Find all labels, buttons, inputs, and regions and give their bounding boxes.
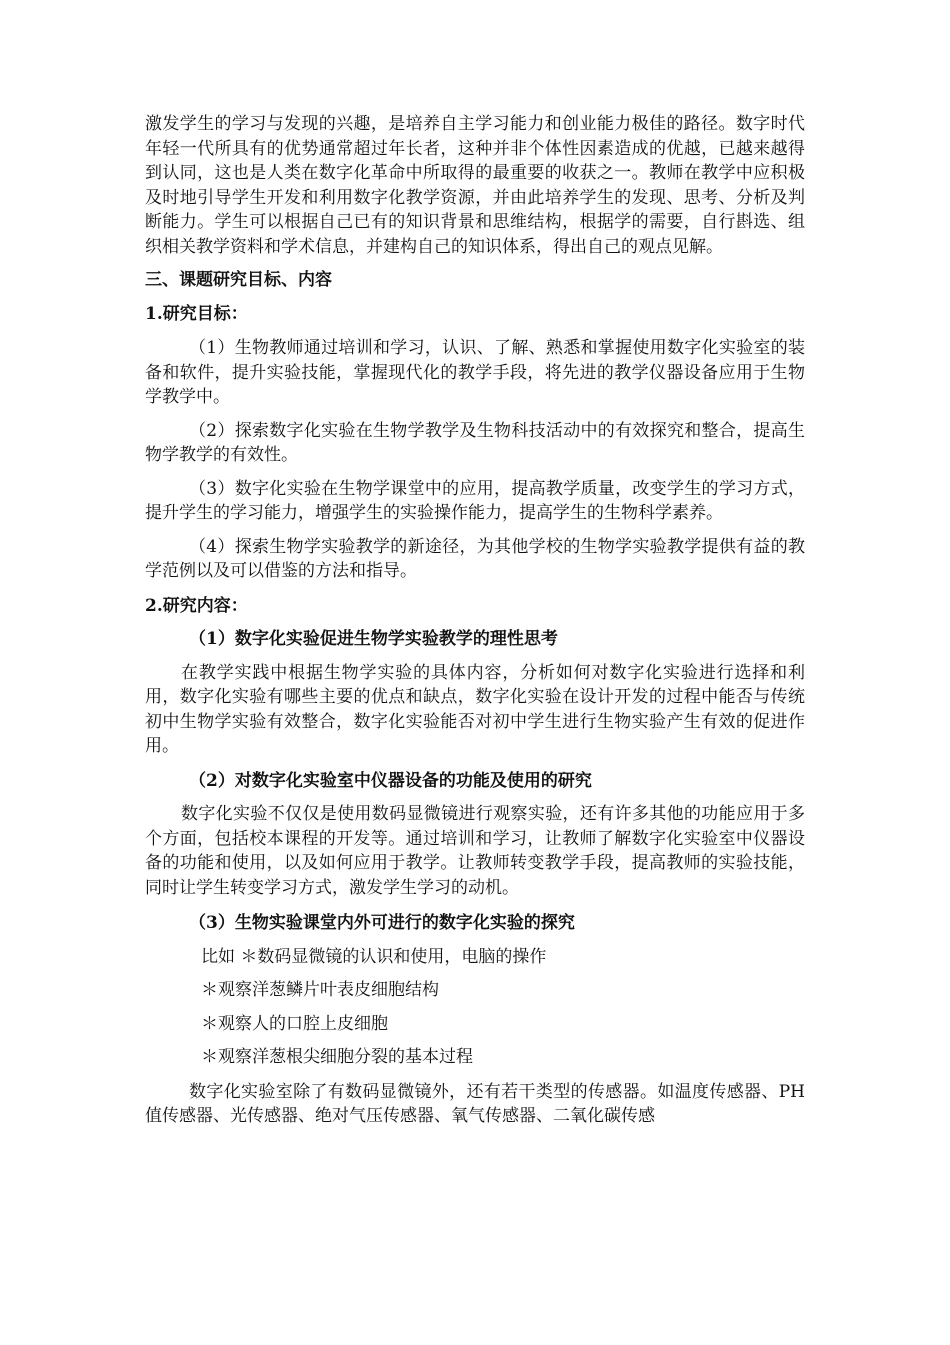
intro-paragraph: 激发学生的学习与发现的兴趣，是培养自主学习能力和创业能力极佳的路径。数字时代年轻一代所具有的优势通常超过年长者，这种并非个体性因素造成的优越，已越来越得到认同，这也是人类在数字化革命中所取得的最重要的收获之一。教师在教学中应积极及时地引导学生开发和利用数字化教学资源，并由此培养学生的发现、思考、分析及判断能力。学生可以根据自己已有的知识背景和思维结构，根据学的需要，自行斟选、组织相关教学资料和学术信息，并建构自己的知识体系，得出自己的观点见解。	[145, 114, 805, 257]
section-title: 三、课题研究目标、内容	[145, 270, 332, 290]
content-sub2-body: 数字化实验不仅仅是使用数码显微镜进行观察实验，还有许多其他的功能应用于多个方面，包括校本课程的开发等。通过培训和学习，让教师了解数字化实验室中仪器设备的功能和使用，以及如何应用于教学。让教师转变教学手段，提高教师的实验技能，同时让学生转变学习方式，激发学生学习的动机。	[145, 804, 805, 898]
content-sub3-title: （3）生物实验课堂内外可进行的数字化实验的探究	[189, 913, 575, 933]
goal-item-4: （4）探索生物学实验教学的新途径，为其他学校的生物学实验教学提供有益的教学范例以及可以借鉴的方法和指导。	[145, 536, 805, 581]
content-sub1-body: 在教学实践中根据生物学实验的具体内容，分析如何对数字化实验进行选择和利用，数字化实验有哪些主要的优点和缺点，数字化实验在设计开发的过程中能否与传统初中生物学实验有效整合，数字化实验能否对初中学生进行生物实验产生有效的促进作用。	[145, 662, 805, 756]
content-sub2-title: （2）对数字化实验室中仪器设备的功能及使用的研究	[189, 770, 592, 791]
goal-item-3: （3）数字化实验在生物学课堂中的应用，提高教学质量，改变学生的学习方式，提升学生的学习能力，增强学生的实验操作能力，提高学生的生物科学素养。	[145, 478, 805, 523]
document-page	[145, 112, 805, 1129]
goals-title: 1.研究目标：	[145, 303, 248, 324]
bullet-item-1: 比如 ＊数码显微镜的认识和使用，电脑的操作	[201, 946, 547, 967]
closing-paragraph: 数字化实验室除了有数码显微镜外，还有若干类型的传感器。如温度传感器、PH 值传感器、光传感器、绝对气压传感器、氧气传感器、二氧化碳传感	[145, 1081, 805, 1126]
bullet-item-4: ＊观察洋葱根尖细胞分裂的基本过程	[201, 1047, 473, 1067]
content-title: 2.研究内容：	[145, 595, 248, 616]
goal-item-1: （1）生物教师通过培训和学习，认识、了解、熟悉和掌握使用数字化实验室的装备和软件，提升实验技能，掌握现代化的教学手段，将先进的教学仪器设备应用于生物学教学中。	[145, 338, 805, 407]
content-sub1-title: （1）数字化实验促进生物学实验教学的理性思考	[189, 629, 558, 649]
bullet-item-2: ＊观察洋葱鳞片叶表皮细胞结构	[201, 980, 439, 1000]
goal-item-2: （2）探索数字化实验在生物学教学及生物科技活动中的有效探究和整合，提高生物学教学的有效性。	[145, 420, 805, 465]
bullet-item-3: ＊观察人的口腔上皮细胞	[201, 1013, 388, 1034]
